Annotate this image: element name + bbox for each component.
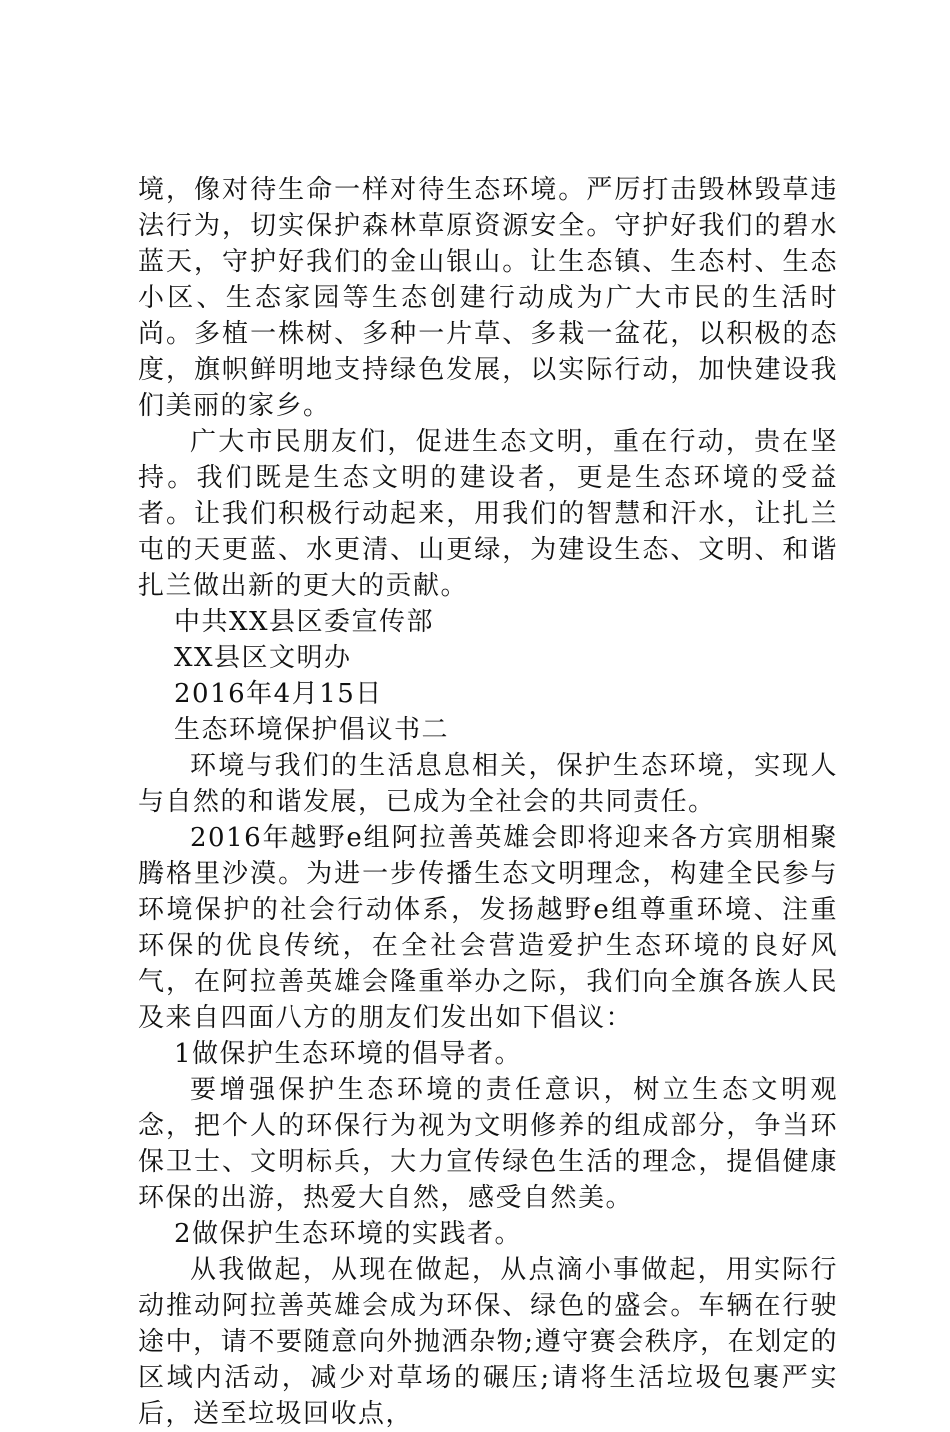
paragraph-practitioner: 从我做起，从现在做起，从点滴小事做起，用实际行动推动阿拉善英雄会成为环保、绿色的盛会。车辆在行驶途中，请不要随意向外抛洒杂物;遵守赛会秩序，在划定的区域内活动，减少对草场的碾压;请将生活垃圾包裹严实后，送至垃圾回收点， — [138, 1255, 838, 1429]
paragraph-appeal: 广大市民朋友们，促进生态文明，重在行动，贵在坚持。我们既是生态文明的建设者，更是生态环境的受益者。让我们积极行动起来，用我们的智慧和汗水，让扎兰屯的天更蓝、水更清、山更绿，为建设生态、文明、和谐扎兰做出新的更大的贡献。 — [138, 427, 838, 601]
signature-date: 2016年4月15日 — [174, 679, 383, 709]
paragraph-continuation: 境，像对待生命一样对待生态环境。严厉打击毁林毁草违法行为，切实保护森林草原资源安全。守护好我们的碧水蓝天，守护好我们的金山银山。让生态镇、生态村、生态小区、生态家园等生态创建行动成为广大市民的生活时尚。多植一株树、多种一片草、多栽一盆花，以积极的态度，旗帜鲜明地支持绿色发展，以实际行动，加快建设我们美丽的家乡。 — [138, 175, 838, 421]
heading-practitioner: 2做保护生态环境的实践者。 — [174, 1219, 523, 1249]
paragraph-intro: 环境与我们的生活息息相关，保护生态环境，实现人与自然的和谐发展，已成为全社会的共同责任。 — [138, 751, 838, 817]
paragraph-advocate: 要增强保护生态环境的责任意识，树立生态文明观念，把个人的环保行为视为文明修养的组成部分，争当环保卫士、文明标兵，大力宣传绿色生活的理念，提倡健康环保的出游，热爱大自然，感受自然美。 — [138, 1075, 838, 1213]
paragraph-event: 2016年越野e组阿拉善英雄会即将迎来各方宾朋相聚腾格里沙漠。为进一步传播生态文明理念，构建全民参与环境保护的社会行动体系，发扬越野e组尊重环境、注重环保的优良传统，在全社会营造爱护生态环境的良好风气，在阿拉善英雄会隆重举办之际，我们向全旗各族人民及来自四面八方的朋友们发出如下倡议： — [138, 823, 838, 1033]
section-title: 生态环境保护倡议书二 — [174, 715, 450, 745]
signature-civilization-office: XX县区文明办 — [174, 643, 352, 673]
heading-advocate: 1做保护生态环境的倡导者。 — [174, 1039, 523, 1069]
signature-publicity-dept: 中共XX县区委宣传部 — [174, 607, 435, 637]
document-body — [138, 172, 838, 1432]
